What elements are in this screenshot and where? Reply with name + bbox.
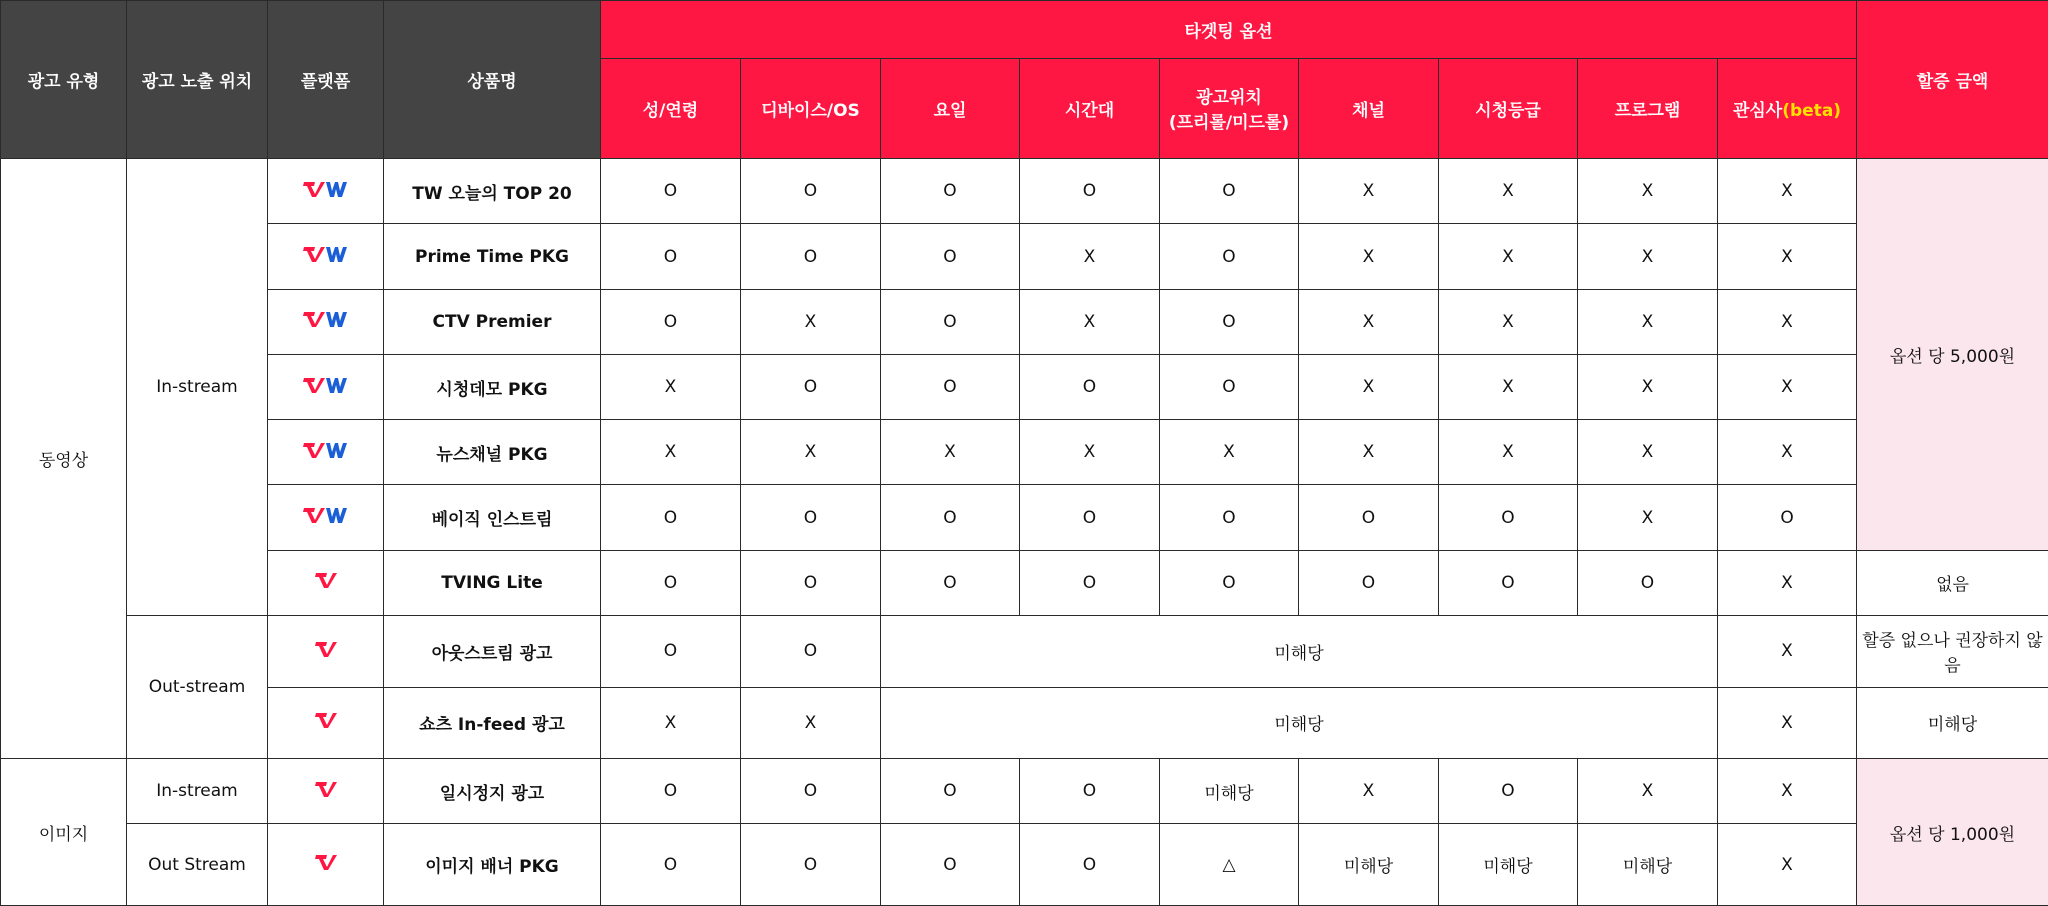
option-value: X [1578, 159, 1718, 224]
platform-cell [268, 420, 384, 485]
header-option-label: 광고위치 [1196, 88, 1262, 109]
table-row [1, 687, 2048, 759]
header-product: 상품명 [384, 1, 601, 159]
option-value: O [741, 354, 881, 419]
surcharge-shorts: 미해당 [1857, 687, 2048, 759]
group-video: 동영상 [1, 159, 127, 759]
header-ad-type: 광고 유형 [1, 1, 127, 159]
group-image-instream: In-stream [127, 759, 268, 824]
tving-mark-icon [303, 507, 325, 523]
platform-cell [268, 616, 384, 688]
header-option-sub: (프리롤/미드롤) [1168, 113, 1290, 134]
table-row [1, 159, 2048, 224]
table-row [1, 824, 2048, 906]
option-value: X [1299, 224, 1439, 289]
option-value: 미해당 [1578, 824, 1718, 906]
option-value: O [881, 485, 1020, 550]
option-value: X [1299, 759, 1439, 824]
option-value: X [1578, 420, 1718, 485]
option-value: O [1160, 485, 1299, 550]
option-value: X [1718, 550, 1857, 615]
option-value: O [601, 616, 741, 688]
option-value: X [1299, 354, 1439, 419]
tving-mark-icon [303, 311, 325, 327]
tving-mark-icon [315, 781, 337, 797]
option-value: O [601, 289, 741, 354]
header-option-label: 시간대 [1064, 100, 1115, 121]
option-value: O [601, 485, 741, 550]
option-value: △ [1160, 824, 1299, 906]
option-value: O [741, 759, 881, 824]
option-value: O [601, 824, 741, 906]
table-row [1, 485, 2048, 550]
option-value: X [1578, 759, 1718, 824]
platform-cell [268, 159, 384, 224]
group-image: 이미지 [1, 759, 127, 906]
option-value: O [881, 224, 1020, 289]
tving-wavve-logo [303, 507, 348, 523]
option-value: X [1718, 687, 1857, 759]
option-value: X [1578, 289, 1718, 354]
platform-cell [268, 289, 384, 354]
option-value: X [1578, 354, 1718, 419]
header-surcharge: 할증 금액 [1857, 1, 2048, 159]
tving-mark-icon [303, 181, 325, 197]
product-name: 시청데모 PKG [384, 354, 601, 419]
header-platform: 플랫폼 [268, 1, 384, 159]
tving-wavve-logo [303, 246, 348, 262]
wavve-mark-icon [326, 246, 348, 262]
surcharge-outstream: 할증 없으나 권장하지 않음 [1857, 616, 2048, 688]
platform-cell [268, 485, 384, 550]
header-option [741, 58, 881, 158]
product-name: 이미지 배너 PKG [384, 824, 601, 906]
tving-logo [315, 572, 337, 588]
option-value: X [1718, 824, 1857, 906]
option-value: O [601, 159, 741, 224]
header-option-label: 요일 [933, 100, 967, 121]
wavve-mark-icon [326, 507, 348, 523]
option-value: X [1020, 420, 1160, 485]
option-value: O [1020, 759, 1160, 824]
platform-cell [268, 550, 384, 615]
option-value: 미해당 [1160, 759, 1299, 824]
header-option [1578, 58, 1718, 158]
tving-logo [315, 854, 337, 870]
option-value: O [1160, 550, 1299, 615]
option-value: O [1299, 550, 1439, 615]
table-row [1, 224, 2048, 289]
header-option-label: 프로그램 [1614, 100, 1681, 121]
group-image-outstream: Out Stream [127, 824, 268, 906]
option-value: X [1718, 420, 1857, 485]
table-row [1, 289, 2048, 354]
header-option [1439, 58, 1578, 158]
wavve-mark-icon [326, 181, 348, 197]
table-row [1, 550, 2048, 615]
header-option [1020, 58, 1160, 158]
option-value: X [741, 687, 881, 759]
product-name: 쇼츠 In-feed 광고 [384, 687, 601, 759]
option-value: O [1020, 550, 1160, 615]
option-value: X [741, 420, 881, 485]
header-targeting-options: 타겟팅 옵션 [601, 1, 1857, 59]
surcharge-image: 옵션 당 1,000원 [1857, 759, 2048, 906]
option-value: X [1718, 159, 1857, 224]
header-option [601, 58, 741, 158]
tving-mark-icon [303, 246, 325, 262]
option-value: O [1160, 289, 1299, 354]
wavve-mark-icon [326, 377, 348, 393]
platform-cell [268, 687, 384, 759]
option-value: O [601, 224, 741, 289]
header-option-label: 관심사 [1732, 100, 1783, 121]
header-option-label: 채널 [1352, 100, 1385, 121]
header-option [1160, 58, 1299, 158]
table-row [1, 616, 2048, 688]
product-name: TVING Lite [384, 550, 601, 615]
option-value: X [1299, 159, 1439, 224]
option-value: O [1439, 550, 1578, 615]
option-value: O [1160, 159, 1299, 224]
option-value: X [1578, 224, 1718, 289]
header-option [1718, 58, 1857, 158]
option-value: X [1020, 289, 1160, 354]
header-ad-position: 광고 노출 위치 [127, 1, 268, 159]
option-value: O [881, 759, 1020, 824]
option-value: X [1020, 224, 1160, 289]
option-value: O [1020, 354, 1160, 419]
tving-wavve-logo [303, 181, 348, 197]
platform-cell [268, 759, 384, 824]
product-name: 뉴스채널 PKG [384, 420, 601, 485]
platform-cell [268, 354, 384, 419]
header-option-label: 디바이스/OS [761, 100, 860, 121]
option-value: X [1439, 420, 1578, 485]
option-value: X [1578, 485, 1718, 550]
group-outstream: Out-stream [127, 616, 268, 759]
product-name: 아웃스트림 광고 [384, 616, 601, 688]
product-name: Prime Time PKG [384, 224, 601, 289]
option-value: O [1020, 485, 1160, 550]
merged-na: 미해당 [881, 687, 1718, 759]
option-value: X [1718, 759, 1857, 824]
option-value: X [1718, 224, 1857, 289]
option-value: X [1439, 159, 1578, 224]
surcharge-video: 옵션 당 5,000원 [1857, 159, 2048, 551]
wavve-mark-icon [326, 442, 348, 458]
platform-cell [268, 224, 384, 289]
option-value: O [1439, 759, 1578, 824]
option-value: X [1718, 616, 1857, 688]
option-value: X [1299, 289, 1439, 354]
tving-logo [315, 781, 337, 797]
tving-mark-icon [303, 442, 325, 458]
header-option-label: 성/연령 [642, 100, 699, 121]
tving-mark-icon [315, 854, 337, 870]
option-value: X [1718, 289, 1857, 354]
option-value: O [741, 159, 881, 224]
tving-wavve-logo [303, 377, 348, 393]
product-name: TW 오늘의 TOP 20 [384, 159, 601, 224]
option-value: O [741, 824, 881, 906]
option-value: O [601, 759, 741, 824]
tving-mark-icon [315, 572, 337, 588]
tving-wavve-logo [303, 442, 348, 458]
beta-tag: (beta) [1782, 100, 1842, 121]
option-value: O [1160, 354, 1299, 419]
surcharge-tving-lite: 없음 [1857, 550, 2048, 615]
group-instream: In-stream [127, 159, 268, 616]
option-value: X [601, 354, 741, 419]
product-name: CTV Premier [384, 289, 601, 354]
option-value: 미해당 [1299, 824, 1439, 906]
product-name: 일시정지 광고 [384, 759, 601, 824]
tving-logo [315, 712, 337, 728]
platform-cell [268, 824, 384, 906]
option-value: X [1439, 354, 1578, 419]
table-row [1, 759, 2048, 824]
product-name: 베이직 인스트림 [384, 485, 601, 550]
tving-wavve-logo [303, 311, 348, 327]
option-value: O [881, 550, 1020, 615]
option-value: X [1160, 420, 1299, 485]
option-value: X [1299, 420, 1439, 485]
option-value: X [601, 687, 741, 759]
tving-mark-icon [303, 377, 325, 393]
option-value: O [1578, 550, 1718, 615]
option-value: O [1020, 824, 1160, 906]
merged-na: 미해당 [881, 616, 1718, 688]
table-row [1, 420, 2048, 485]
wavve-mark-icon [326, 311, 348, 327]
header-option [881, 58, 1020, 158]
option-value: O [741, 224, 881, 289]
option-value: X [881, 420, 1020, 485]
header-option [1299, 58, 1439, 158]
option-value: O [741, 550, 881, 615]
option-value: O [881, 354, 1020, 419]
option-value: O [601, 550, 741, 615]
header-option-label: 시청등급 [1475, 100, 1541, 121]
option-value: X [601, 420, 741, 485]
tving-logo [315, 641, 337, 657]
option-value: O [881, 289, 1020, 354]
option-value: O [1299, 485, 1439, 550]
option-value: X [1439, 289, 1578, 354]
option-value: O [1718, 485, 1857, 550]
option-value: X [741, 289, 881, 354]
tving-mark-icon [315, 641, 337, 657]
option-value: X [1718, 354, 1857, 419]
option-value: X [1439, 224, 1578, 289]
option-value: O [741, 616, 881, 688]
option-value: O [741, 485, 881, 550]
option-value: O [1160, 224, 1299, 289]
option-value: O [881, 824, 1020, 906]
option-value: O [1439, 485, 1578, 550]
option-value: 미해당 [1439, 824, 1578, 906]
tving-mark-icon [315, 712, 337, 728]
option-value: O [881, 159, 1020, 224]
table-row [1, 354, 2048, 419]
option-value: O [1020, 159, 1160, 224]
